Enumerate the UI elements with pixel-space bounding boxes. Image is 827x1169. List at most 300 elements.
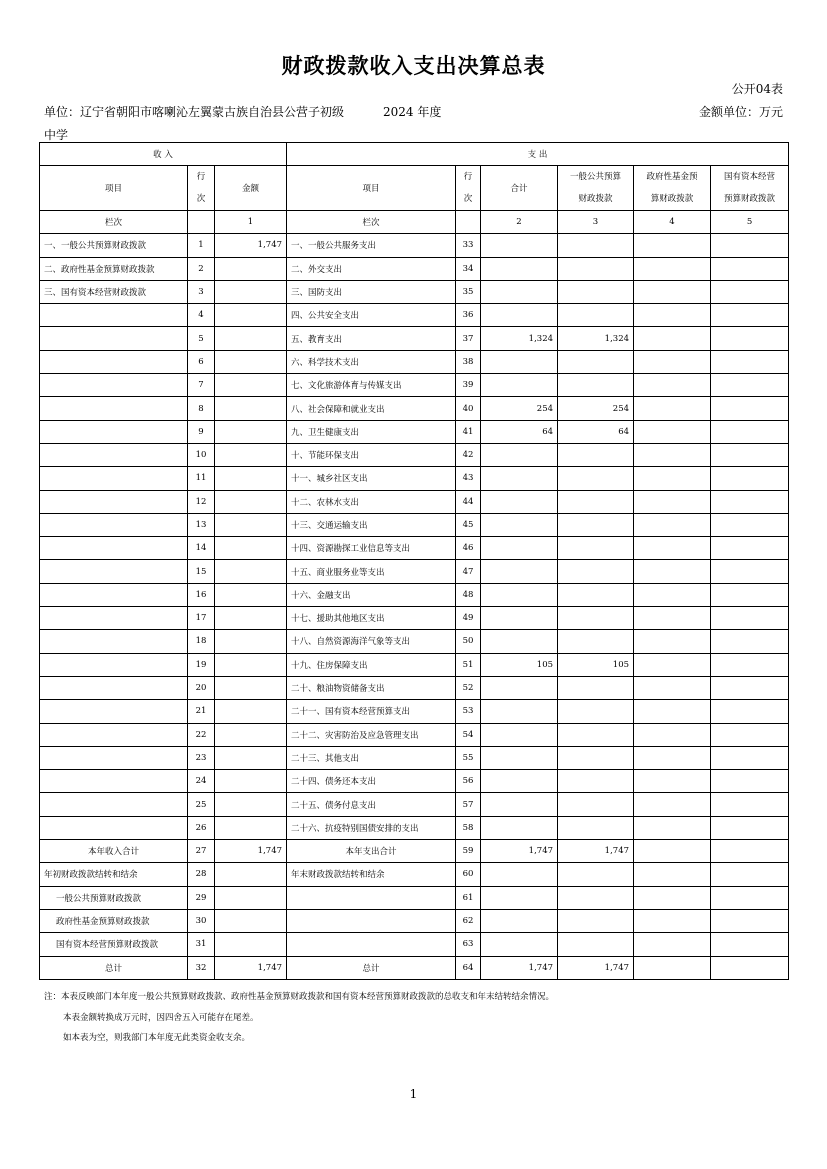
income-amount: [215, 816, 287, 839]
income-item: [40, 560, 188, 583]
expense-total: [481, 280, 558, 303]
expense-item: 十五、商业服务业等支出: [287, 560, 456, 583]
soe-budget-amount: [711, 607, 789, 630]
reporting-unit: 单位：辽宁省朝阳市喀喇沁左翼蒙古族自治县公营子初级中学: [44, 105, 345, 142]
table-row: [40, 700, 789, 723]
income-amount: [215, 443, 287, 466]
income-amount: [215, 350, 287, 373]
table-row: [40, 490, 789, 513]
soe-budget-amount: [711, 280, 789, 303]
table-row: [40, 397, 789, 420]
general-budget-amount: [558, 374, 634, 397]
table-row: [40, 560, 789, 583]
summary-table: [39, 142, 789, 980]
gov-fund-amount: [634, 467, 711, 490]
income-row-no: 16: [188, 583, 215, 606]
expense-row-no: 47: [456, 560, 481, 583]
expense-row-no: 35: [456, 280, 481, 303]
general-budget-amount: [558, 863, 634, 886]
income-amount: [215, 886, 287, 909]
soe-budget-amount: [711, 886, 789, 909]
soe-budget-amount: [711, 909, 789, 932]
gov-fund-amount: [634, 840, 711, 863]
table-row: [40, 816, 789, 839]
general-budget-amount: [558, 746, 634, 769]
expense-item: 一、一般公共服务支出: [287, 234, 456, 257]
expense-row-no: 34: [456, 257, 481, 280]
income-row-no: 10: [188, 443, 215, 466]
column-index-3: 3: [558, 211, 634, 234]
table-row: [40, 280, 789, 303]
income-item: [40, 630, 188, 653]
gov-fund-amount: [634, 630, 711, 653]
income-item: [40, 700, 188, 723]
gov-fund-amount: [634, 560, 711, 583]
income-row-no: 26: [188, 816, 215, 839]
income-item: [40, 327, 188, 350]
expense-total: 105: [481, 653, 558, 676]
table-row: [40, 956, 789, 979]
expense-item: 十三、交通运输支出: [287, 513, 456, 536]
table-row: [40, 723, 789, 746]
expense-row-no: 50: [456, 630, 481, 653]
expense-item: 三、国防支出: [287, 280, 456, 303]
income-item: [40, 583, 188, 606]
soe-budget-amount: [711, 560, 789, 583]
table-row: [40, 770, 789, 793]
expense-item: 本年支出合计: [287, 840, 456, 863]
gov-fund-amount: [634, 700, 711, 723]
expense-row-no: 57: [456, 793, 481, 816]
income-item: [40, 723, 188, 746]
income-amount: [215, 420, 287, 443]
general-budget-amount: [558, 886, 634, 909]
income-row-no: 9: [188, 420, 215, 443]
expense-row-no: 60: [456, 863, 481, 886]
income-amount: [215, 537, 287, 560]
soe-budget-amount: [711, 723, 789, 746]
income-row-no: 27: [188, 840, 215, 863]
income-amount: [215, 257, 287, 280]
income-item: [40, 350, 188, 373]
expense-total: [481, 676, 558, 699]
soe-budget-amount: [711, 676, 789, 699]
gov-fund-amount: [634, 933, 711, 956]
income-item: [40, 770, 188, 793]
gov-fund-amount: [634, 234, 711, 257]
expense-rowno-header: 行 次: [456, 166, 481, 211]
income-amount: [215, 676, 287, 699]
general-budget-amount: 105: [558, 653, 634, 676]
soe-budget-amount: [711, 746, 789, 769]
soe-budget-amount: [711, 327, 789, 350]
income-item: [40, 607, 188, 630]
gov-fund-amount: [634, 770, 711, 793]
page-number: 1: [409, 1087, 418, 1101]
soe-budget-amount: [711, 467, 789, 490]
general-budget-amount: [558, 257, 634, 280]
income-row-no: 29: [188, 886, 215, 909]
gov-fund-amount: [634, 537, 711, 560]
gov-fund-amount: [634, 886, 711, 909]
soe-budget-amount: [711, 257, 789, 280]
expense-item: 十九、住房保障支出: [287, 653, 456, 676]
expense-row-no: 62: [456, 909, 481, 932]
column-index-label: 栏次: [287, 211, 456, 234]
soe-budget-amount: [711, 956, 789, 979]
expense-row-no: 46: [456, 537, 481, 560]
income-amount: 1,747: [215, 956, 287, 979]
general-budget-amount: [558, 793, 634, 816]
income-amount: [215, 653, 287, 676]
expense-row-no: 37: [456, 327, 481, 350]
expense-row-no: 43: [456, 467, 481, 490]
income-item: [40, 793, 188, 816]
expense-row-no: 56: [456, 770, 481, 793]
expense-section-header: 支 出: [287, 143, 789, 166]
income-row-no: 6: [188, 350, 215, 373]
income-amount: 1,747: [215, 234, 287, 257]
expense-total: 64: [481, 420, 558, 443]
soe-budget-amount: [711, 793, 789, 816]
expense-row-no: 58: [456, 816, 481, 839]
expense-item: 十、节能环保支出: [287, 443, 456, 466]
expense-item: 年末财政拨款结转和结余: [287, 863, 456, 886]
soe-budget-amount: [711, 816, 789, 839]
note-2: 本表金额转换成万元时，因四舍五入可能存在尾差。: [63, 1012, 259, 1023]
income-amount: [215, 513, 287, 536]
income-item: 政府性基金预算财政拨款: [40, 909, 188, 932]
income-row-no: 4: [188, 304, 215, 327]
soe-budget-amount: [711, 234, 789, 257]
column-index-cell: [456, 211, 481, 234]
expense-total: [481, 443, 558, 466]
table-row: [40, 583, 789, 606]
expense-total: [481, 816, 558, 839]
expense-row-no: 33: [456, 234, 481, 257]
expense-item: [287, 909, 456, 932]
table-row: [40, 234, 789, 257]
soe-budget-amount: [711, 700, 789, 723]
expense-item: 五、教育支出: [287, 327, 456, 350]
income-row-no: 17: [188, 607, 215, 630]
general-budget-amount: 1,747: [558, 840, 634, 863]
gov-fund-amount: [634, 350, 711, 373]
expense-total: [481, 723, 558, 746]
income-item: [40, 374, 188, 397]
gov-fund-amount: [634, 327, 711, 350]
soe-budget-amount: [711, 304, 789, 327]
expense-total: [481, 304, 558, 327]
income-amount: [215, 700, 287, 723]
page-title: 财政拨款收入支出决算总表: [281, 53, 546, 78]
income-amount: [215, 490, 287, 513]
soe-budget-amount: [711, 583, 789, 606]
general-budget-amount: 254: [558, 397, 634, 420]
income-item: [40, 513, 188, 536]
income-row-no: 21: [188, 700, 215, 723]
income-row-no: 28: [188, 863, 215, 886]
table-row: [40, 863, 789, 886]
table-row: [40, 793, 789, 816]
gov-fund-amount: [634, 909, 711, 932]
income-row-no: 14: [188, 537, 215, 560]
gov-fund-amount: [634, 280, 711, 303]
expense-row-no: 38: [456, 350, 481, 373]
income-item: [40, 467, 188, 490]
table-row: [40, 374, 789, 397]
income-item: [40, 676, 188, 699]
expense-row-no: 48: [456, 583, 481, 606]
expense-total: [481, 374, 558, 397]
soe-budget-amount: [711, 933, 789, 956]
soe-budget-amount: [711, 840, 789, 863]
gov-fund-amount: [634, 863, 711, 886]
table-row: [40, 327, 789, 350]
income-amount: [215, 560, 287, 583]
expense-item: 总计: [287, 956, 456, 979]
general-budget-amount: [558, 816, 634, 839]
general-budget-amount: [558, 909, 634, 932]
general-budget-amount: [558, 700, 634, 723]
income-item: 本年收入合计: [40, 840, 188, 863]
income-amount: [215, 933, 287, 956]
gov-fund-amount: [634, 490, 711, 513]
soe-budget-amount: [711, 863, 789, 886]
income-row-no: 20: [188, 676, 215, 699]
general-budget-amount: [558, 560, 634, 583]
expense-item: 九、卫生健康支出: [287, 420, 456, 443]
income-item: 一般公共预算财政拨款: [40, 886, 188, 909]
table-row: [40, 746, 789, 769]
income-amount: 1,747: [215, 840, 287, 863]
income-item: [40, 443, 188, 466]
expense-total: 1,324: [481, 327, 558, 350]
expense-total: [481, 886, 558, 909]
soe-budget-amount: [711, 653, 789, 676]
soe-budget-amount: [711, 397, 789, 420]
general-budget-amount: [558, 607, 634, 630]
general-budget-amount: 1,324: [558, 327, 634, 350]
expense-row-no: 55: [456, 746, 481, 769]
footnotes: [44, 987, 554, 1049]
expense-item: 十六、金融支出: [287, 583, 456, 606]
general-budget-amount: [558, 280, 634, 303]
table-row: [40, 513, 789, 536]
expense-row-no: 61: [456, 886, 481, 909]
expense-row-no: 52: [456, 676, 481, 699]
table-row: [40, 909, 789, 932]
expense-total: 1,747: [481, 840, 558, 863]
table-row: [40, 630, 789, 653]
gov-fund-amount: [634, 374, 711, 397]
table-number: 公开04表: [731, 82, 783, 96]
income-item: 一、一般公共预算财政拨款: [40, 234, 188, 257]
expense-total: [481, 909, 558, 932]
income-item: [40, 420, 188, 443]
income-row-no: 5: [188, 327, 215, 350]
expense-item: 十八、自然资源海洋气象等支出: [287, 630, 456, 653]
general-budget-amount: [558, 723, 634, 746]
general-budget-amount: [558, 513, 634, 536]
income-row-no: 30: [188, 909, 215, 932]
expense-row-no: 49: [456, 607, 481, 630]
income-row-no: 11: [188, 467, 215, 490]
table-row: [40, 443, 789, 466]
soe-budget-amount: [711, 490, 789, 513]
gov-fund-amount: [634, 304, 711, 327]
general-budget-amount: [558, 537, 634, 560]
expense-total: [481, 257, 558, 280]
column-index-label: 栏次: [40, 211, 188, 234]
income-row-no: 3: [188, 280, 215, 303]
income-item: [40, 490, 188, 513]
general-budget-amount: [558, 583, 634, 606]
soe-budget-amount: [711, 420, 789, 443]
gov-fund-amount: [634, 816, 711, 839]
income-amount: [215, 746, 287, 769]
column-index-4: 4: [634, 211, 711, 234]
expense-item-header: 项目: [287, 166, 456, 211]
gov-fund-amount: [634, 420, 711, 443]
gov-fund-header: 政府性基金预 算财政拨款: [634, 166, 711, 211]
expense-item: 二十五、债务付息支出: [287, 793, 456, 816]
income-amount: [215, 467, 287, 490]
income-amount: [215, 327, 287, 350]
expense-item: 二十六、抗疫特别国债安排的支出: [287, 816, 456, 839]
table-row: [40, 886, 789, 909]
expense-total: [481, 746, 558, 769]
income-item: 国有资本经营预算财政拨款: [40, 933, 188, 956]
income-amount: [215, 909, 287, 932]
expense-item: [287, 933, 456, 956]
expense-row-no: 63: [456, 933, 481, 956]
table-row: [40, 304, 789, 327]
table-row: [40, 420, 789, 443]
currency-unit: 金额单位：万元: [698, 105, 783, 119]
income-row-no: 15: [188, 560, 215, 583]
income-item: 二、政府性基金预算财政拨款: [40, 257, 188, 280]
income-amount: [215, 770, 287, 793]
expense-row-no: 44: [456, 490, 481, 513]
income-row-no: 32: [188, 956, 215, 979]
general-budget-amount: [558, 676, 634, 699]
expense-total: 254: [481, 397, 558, 420]
expense-item: 十一、城乡社区支出: [287, 467, 456, 490]
table-row: [40, 607, 789, 630]
expense-item: 二十二、灾害防治及应急管理支出: [287, 723, 456, 746]
expense-item: 十四、资源勘探工业信息等支出: [287, 537, 456, 560]
income-amount: [215, 397, 287, 420]
income-row-no: 31: [188, 933, 215, 956]
table-row: [40, 840, 789, 863]
soe-budget-amount: [711, 350, 789, 373]
soe-budget-amount: [711, 630, 789, 653]
expense-total: [481, 607, 558, 630]
gov-fund-amount: [634, 583, 711, 606]
income-row-no: 18: [188, 630, 215, 653]
income-amount: [215, 607, 287, 630]
general-budget-amount: 1,747: [558, 956, 634, 979]
income-amount: [215, 723, 287, 746]
income-amount: [215, 583, 287, 606]
income-row-no: 25: [188, 793, 215, 816]
expense-total: [481, 933, 558, 956]
general-budget-amount: [558, 490, 634, 513]
expense-item: 七、文化旅游体育与传媒支出: [287, 374, 456, 397]
expense-total: [481, 863, 558, 886]
income-row-no: 1: [188, 234, 215, 257]
income-row-no: 24: [188, 770, 215, 793]
expense-item: 二、外交支出: [287, 257, 456, 280]
income-item: [40, 537, 188, 560]
table-row: [40, 653, 789, 676]
gov-fund-amount: [634, 746, 711, 769]
expense-total: 1,747: [481, 956, 558, 979]
general-budget-amount: 64: [558, 420, 634, 443]
expense-item: 二十三、其他支出: [287, 746, 456, 769]
income-amount: [215, 863, 287, 886]
expense-total: [481, 560, 558, 583]
expense-row-no: 42: [456, 443, 481, 466]
income-section-header: 收 入: [40, 143, 287, 166]
income-amount: [215, 793, 287, 816]
gov-fund-amount: [634, 956, 711, 979]
table-row: [40, 537, 789, 560]
column-index-1: 1: [215, 211, 287, 234]
income-amount-header: 金额: [215, 166, 287, 211]
income-item: 总计: [40, 956, 188, 979]
expense-row-no: 45: [456, 513, 481, 536]
gov-fund-amount: [634, 257, 711, 280]
expense-total: [481, 630, 558, 653]
expense-item: 二十一、国有资本经营预算支出: [287, 700, 456, 723]
general-budget-amount: [558, 630, 634, 653]
income-row-no: 8: [188, 397, 215, 420]
expense-item: [287, 886, 456, 909]
soe-budget-amount: [711, 443, 789, 466]
expense-item: 十七、援助其他地区支出: [287, 607, 456, 630]
income-item: [40, 397, 188, 420]
expense-total: [481, 513, 558, 536]
gov-fund-amount: [634, 676, 711, 699]
table-row: [40, 257, 789, 280]
expense-row-no: 54: [456, 723, 481, 746]
expense-row-no: 51: [456, 653, 481, 676]
expense-total: [481, 234, 558, 257]
soe-budget-amount: [711, 374, 789, 397]
income-row-no: 12: [188, 490, 215, 513]
income-item: 年初财政拨款结转和结余: [40, 863, 188, 886]
expense-row-no: 39: [456, 374, 481, 397]
income-item-header: 项目: [40, 166, 188, 211]
expense-total: [481, 770, 558, 793]
income-item: [40, 816, 188, 839]
income-row-no: 13: [188, 513, 215, 536]
income-amount: [215, 280, 287, 303]
soe-budget-header: 国有资本经营 预算财政拨款: [711, 166, 789, 211]
expense-item: 十二、农林水支出: [287, 490, 456, 513]
general-budget-amount: [558, 467, 634, 490]
expense-item: 二十四、债务还本支出: [287, 770, 456, 793]
gov-fund-amount: [634, 793, 711, 816]
soe-budget-amount: [711, 513, 789, 536]
column-index-2: 2: [481, 211, 558, 234]
general-budget-amount: [558, 350, 634, 373]
expense-item: 四、公共安全支出: [287, 304, 456, 327]
expense-row-no: 53: [456, 700, 481, 723]
expense-item: 八、社会保障和就业支出: [287, 397, 456, 420]
